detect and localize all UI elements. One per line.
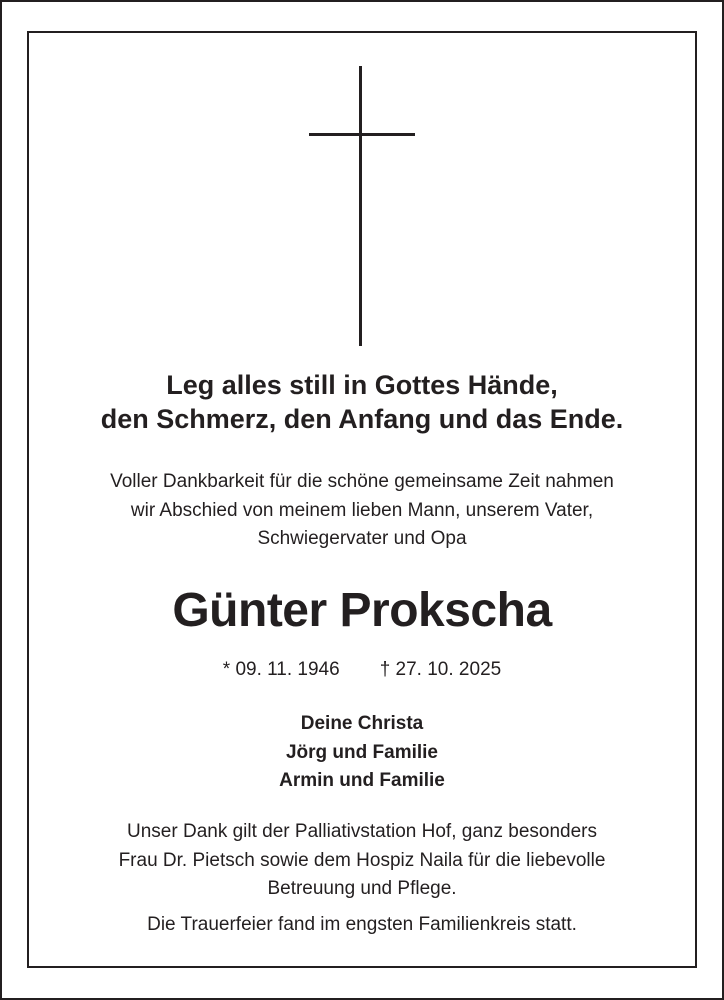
- life-dates: [29, 656, 695, 684]
- verse-line: Leg alles still in Gottes Hände,: [166, 370, 558, 400]
- funeral-service-note: Die Trauerfeier fand im engsten Familienkreis statt.: [147, 914, 577, 935]
- mourner-line: Deine Christa: [300, 713, 424, 734]
- thanks-line: Unser Dank gilt der Palliativstation Hof, ganz besonders: [127, 821, 597, 842]
- verse-line: den Schmerz, den Anfang und das Ende.: [100, 404, 624, 434]
- deceased-name: Günter Prokscha: [172, 584, 552, 637]
- mourner-line: Armin und Familie: [279, 770, 445, 791]
- death-date: † 27. 10. 2025: [379, 659, 502, 680]
- thanks-line: Betreuung und Pflege.: [267, 878, 457, 899]
- cross-horizontal-bar: [309, 133, 415, 136]
- birth-date: * 09. 11. 1946: [222, 659, 340, 680]
- intro-line: wir Abschied von meinem lieben Mann, unserem Vater,: [130, 499, 594, 521]
- cross-vertical-bar: [359, 66, 362, 346]
- intro-line: Schwiegervater und Opa: [257, 528, 467, 549]
- thanks-line: Frau Dr. Pietsch sowie dem Hospiz Naila für die liebevolle: [118, 849, 606, 871]
- intro-line: Voller Dankbarkeit für die schöne gemeinsame Zeit nahmen: [110, 471, 614, 492]
- thanks-text: [29, 818, 695, 904]
- verse: [29, 368, 695, 436]
- intro-text: [29, 468, 695, 554]
- mourners: [29, 710, 695, 796]
- mourner-line: Jörg und Familie: [285, 741, 439, 763]
